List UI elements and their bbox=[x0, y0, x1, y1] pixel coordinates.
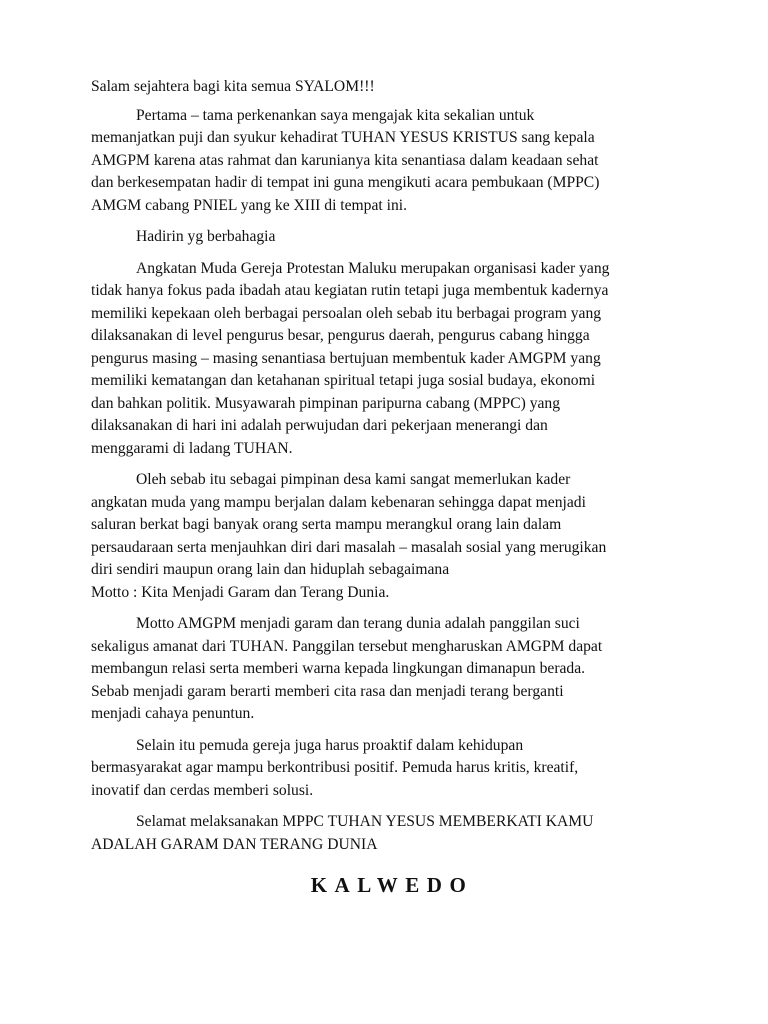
paragraph-line: angkatan muda yang mampu berjalan dalam kebenaran sehingga dapat menjadi bbox=[91, 493, 586, 511]
paragraph-line: Hadirin yg berbahagia bbox=[136, 228, 276, 245]
paragraph-line: Pertama – tama perkenankan saya mengajak kita sekalian untuk bbox=[136, 106, 535, 124]
paragraph-line: tidak hanya fokus pada ibadah atau kegiatan rutin tetapi juga membentuk kadernya bbox=[91, 282, 609, 299]
paragraph-line: Oleh sebab itu sebagai pimpinan desa kami sangat memerlukan kader bbox=[136, 471, 571, 488]
paragraph-line: bermasyarakat agar mampu berkontribusi positif. Pemuda harus kritis, kreatif, bbox=[91, 759, 579, 776]
paragraph-line: memiliki kepekaan oleh berbagai persoalan oleh sebab itu berbagai program yang bbox=[91, 304, 602, 322]
paragraph-line: dilaksanakan di hari ini adalah perwujudan dari pekerjaan menerangi dan bbox=[91, 417, 548, 434]
paragraph-leadership bbox=[91, 469, 691, 604]
paragraph-blessing bbox=[91, 811, 691, 856]
paragraph-line: menggarami di ladang TUHAN. bbox=[91, 439, 293, 457]
motto-line: Motto : Kita Menjadi Garam dan Terang Dunia. bbox=[91, 583, 390, 601]
paragraph-line: dan bahkan politik. Musyawarah pimpinan paripurna cabang (MPPC) yang bbox=[91, 394, 561, 412]
paragraph-line: dilaksanakan di level pengurus besar, pengurus daerah, pengurus cabang hingga bbox=[91, 327, 590, 344]
paragraph-motto-explanation bbox=[91, 613, 691, 726]
paragraph-line: AMGM cabang PNIEL yang ke XIII di tempat ini. bbox=[91, 196, 407, 214]
paragraph-line: memanjatkan puji dan syukur kehadirat TUHAN YESUS KRISTUS sang kepala bbox=[91, 129, 595, 146]
paragraph-line: dan berkesempatan hadir di tempat ini guna mengikuti acara pembukaan (MPPC) bbox=[91, 174, 600, 191]
document-page bbox=[91, 76, 691, 898]
paragraph-line: membangun relasi serta memberi warna kepada lingkungan dimanapun berada. bbox=[91, 660, 586, 677]
paragraph-line: Selain itu pemuda gereja juga harus proaktif dalam kehidupan bbox=[136, 736, 524, 754]
paragraph-youth bbox=[91, 735, 691, 803]
paragraph-line: ADALAH GARAM DAN TERANG DUNIA bbox=[91, 835, 378, 853]
paragraph-line: persaudaraan serta menjauhkan diri dari masalah – masalah sosial yang merugikan bbox=[91, 538, 607, 556]
paragraph-address bbox=[91, 226, 691, 249]
paragraph-line: inovatif dan cerdas memberi solusi. bbox=[91, 781, 314, 799]
paragraph-opening bbox=[91, 105, 691, 218]
paragraph-line: menjadi cahaya penuntun. bbox=[91, 705, 255, 722]
paragraph-line: Sebab menjadi garam berarti memberi cita rasa dan menjadi terang berganti bbox=[91, 682, 564, 700]
paragraph-line: AMGPM karena atas rahmat dan karunianya kita senantiasa dalam keadaan sehat bbox=[91, 151, 599, 169]
paragraph-line: Motto AMGPM menjadi garam dan terang dunia adalah panggilan suci bbox=[136, 615, 580, 632]
greeting-line: Salam sejahtera bagi kita semua SYALOM!!! bbox=[91, 78, 375, 95]
paragraph-line: saluran berkat bagi banyak orang serta mampu merangkul orang lain dalam bbox=[91, 516, 562, 533]
paragraph-line: sekaligus amanat dari TUHAN. Panggilan tersebut mengharuskan AMGPM dapat bbox=[91, 637, 603, 655]
paragraph-line: pengurus masing – masing senantiasa bertujuan membentuk kader AMGPM yang bbox=[91, 349, 601, 367]
paragraph-organization bbox=[91, 258, 691, 461]
closing-signoff: KALWEDO bbox=[310, 873, 474, 897]
paragraph-line: Angkatan Muda Gereja Protestan Maluku merupakan organisasi kader yang bbox=[136, 259, 610, 277]
paragraph-line: diri sendiri maupun orang lain dan hiduplah sebagaimana bbox=[91, 561, 450, 578]
paragraph-line: memiliki kematangan dan ketahanan spiritual tetapi juga sosial budaya, ekonomi bbox=[91, 372, 596, 389]
paragraph-line: Selamat melaksanakan MPPC TUHAN YESUS MEMBERKATI KAMU bbox=[136, 813, 594, 830]
